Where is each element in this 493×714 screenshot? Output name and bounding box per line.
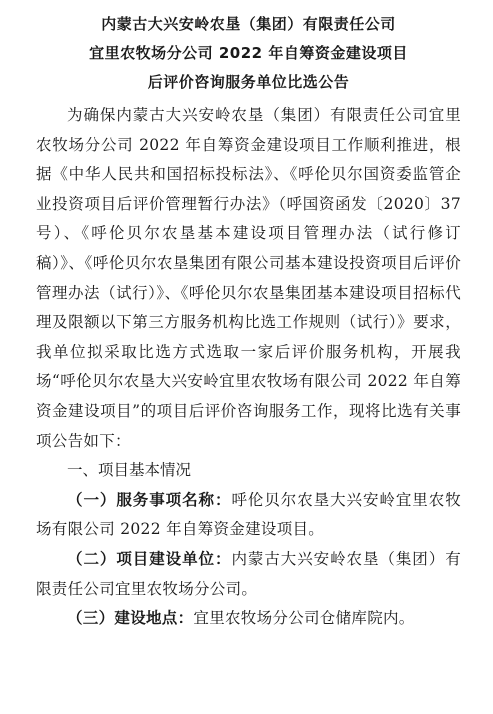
section-1-heading: 一、项目基本情况 — [67, 461, 192, 480]
item-construction-site — [36, 604, 461, 634]
item-construction-unit-label: （二）项目建设单位： — [67, 549, 232, 568]
item-construction-unit — [36, 545, 461, 604]
item-service-name-text: 呼伦贝尔农垦大兴安岭宜里农牧场有限公司 2022 年自筹资金建设项目。 — [36, 490, 461, 539]
item-construction-site-label: （三）建设地点： — [67, 609, 194, 628]
title-line-2: 宜里农牧场分公司 2022 年自筹资金建设项目 — [89, 44, 408, 62]
intro-paragraph: 为确保内蒙古大兴安岭农垦（集团）有限责任公司宜里农牧场分公司 2022 年自筹资金建设项目工作顺利推进，根据《中华人民共和国招标投标法》、《呼伦贝尔国资委监管企业投资项目后评价管理暂行办法》（呼国资函发〔2020〕37 号）、《呼伦贝尔农垦基本建设项目管理办法（试行修订稿）》、《呼伦贝尔农垦集团有限公司基本建设投资项目后评价管理办法（试行）》、《呼伦贝尔农垦集团基本建设项目招标代理及限额以下第三方服务机构比选工作规则（试行）》要求，我单位拟采取比选方式选取一家后评价服务机构，开展我场“呼伦贝尔农垦大兴安岭宜里农牧场有限公司 2022 年自筹资金建设项目”的项目后评价咨询服务工作，现将比选有关事项公告如下： — [36, 106, 461, 450]
item-construction-site-text: 宜里农牧场分公司仓储库院内。 — [193, 609, 415, 628]
item-construction-unit-text: 内蒙古大兴安岭农垦（集团）有限责任公司宜里农牧场分公司。 — [36, 549, 461, 598]
title-line-3: 后评价咨询服务单位比选公告 — [147, 73, 350, 91]
item-service-name — [36, 486, 461, 545]
title-line-1: 内蒙古大兴安岭农垦（集团）有限责任公司 — [101, 15, 396, 33]
item-service-name-label: （一）服务事项名称： — [67, 490, 232, 509]
announcement-title — [36, 10, 461, 97]
